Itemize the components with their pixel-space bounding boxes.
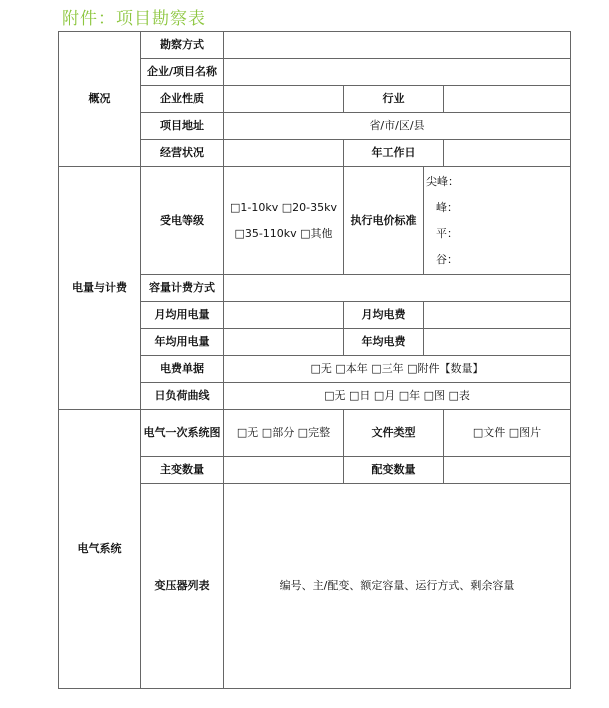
capacity-billing-label: 容量计费方式	[141, 275, 224, 302]
industry-label: 行业	[344, 86, 444, 113]
voltage-option-line[interactable]: □35-110kv □其他	[234, 226, 333, 240]
main-transformer-count-field[interactable]	[224, 457, 344, 484]
main-transformer-count-label: 主变数量	[141, 457, 224, 484]
bill-options[interactable]: □无 □本年 □三年 □附件【数量】	[224, 356, 571, 383]
company-nature-label: 企业性质	[141, 86, 224, 113]
curve-options[interactable]: □无 □日 □月 □年 □图 □表	[224, 383, 571, 410]
price-period-high: 峰：	[436, 200, 458, 214]
distribution-transformer-count-label: 配变数量	[344, 457, 444, 484]
price-periods-field[interactable]	[424, 167, 571, 275]
survey-method-label: 勘察方式	[141, 32, 224, 59]
industry-field[interactable]	[444, 86, 571, 113]
monthly-usage-label: 月均用电量	[141, 302, 224, 329]
address-field[interactable]: 省/市/区/县	[224, 113, 571, 140]
survey-method-field[interactable]	[224, 32, 571, 59]
section-electrical: 电气系统	[59, 410, 141, 689]
annual-usage-field[interactable]	[224, 329, 344, 356]
survey-table	[58, 31, 571, 689]
price-standard-label: 执行电价标准	[344, 167, 424, 275]
operation-status-label: 经营状况	[141, 140, 224, 167]
primary-diagram-label: 电气一次系统图	[141, 410, 224, 457]
section-overview: 概况	[59, 32, 141, 167]
section-metering: 电量与计费	[59, 167, 141, 410]
company-nature-field[interactable]	[224, 86, 344, 113]
monthly-fee-label: 月均电费	[344, 302, 424, 329]
company-name-label: 企业/项目名称	[141, 59, 224, 86]
price-period-peak: 尖峰：	[426, 174, 459, 188]
voltage-level-label: 受电等级	[141, 167, 224, 275]
monthly-usage-field[interactable]	[224, 302, 344, 329]
address-label: 项目地址	[141, 113, 224, 140]
monthly-fee-field[interactable]	[424, 302, 571, 329]
bill-evidence-label: 电费单据	[141, 356, 224, 383]
file-type-options[interactable]: □文件 □图片	[444, 410, 571, 457]
operation-status-field[interactable]	[224, 140, 344, 167]
file-type-label: 文件类型	[344, 410, 444, 457]
page-title: 附件：项目勘察表	[62, 9, 206, 29]
price-period-valley: 谷：	[436, 252, 458, 266]
annual-usage-label: 年均用电量	[141, 329, 224, 356]
voltage-options[interactable]	[224, 167, 344, 275]
annual-fee-label: 年均电费	[344, 329, 424, 356]
daily-curve-label: 日负荷曲线	[141, 383, 224, 410]
price-period-flat: 平：	[436, 226, 458, 240]
distribution-transformer-count-field[interactable]	[444, 457, 571, 484]
annual-workdays-label: 年工作日	[344, 140, 444, 167]
company-name-field[interactable]	[224, 59, 571, 86]
transformer-list-label: 变压器列表	[141, 484, 224, 689]
transformer-list-field[interactable]: 编号、主/配变、额定容量、运行方式、剩余容量	[224, 484, 571, 689]
primary-diagram-options[interactable]: □无 □部分 □完整	[224, 410, 344, 457]
annual-fee-field[interactable]	[424, 329, 571, 356]
capacity-billing-field[interactable]	[224, 275, 571, 302]
annual-workdays-field[interactable]	[444, 140, 571, 167]
voltage-option-line[interactable]: □1-10kv □20-35kv	[230, 200, 337, 214]
